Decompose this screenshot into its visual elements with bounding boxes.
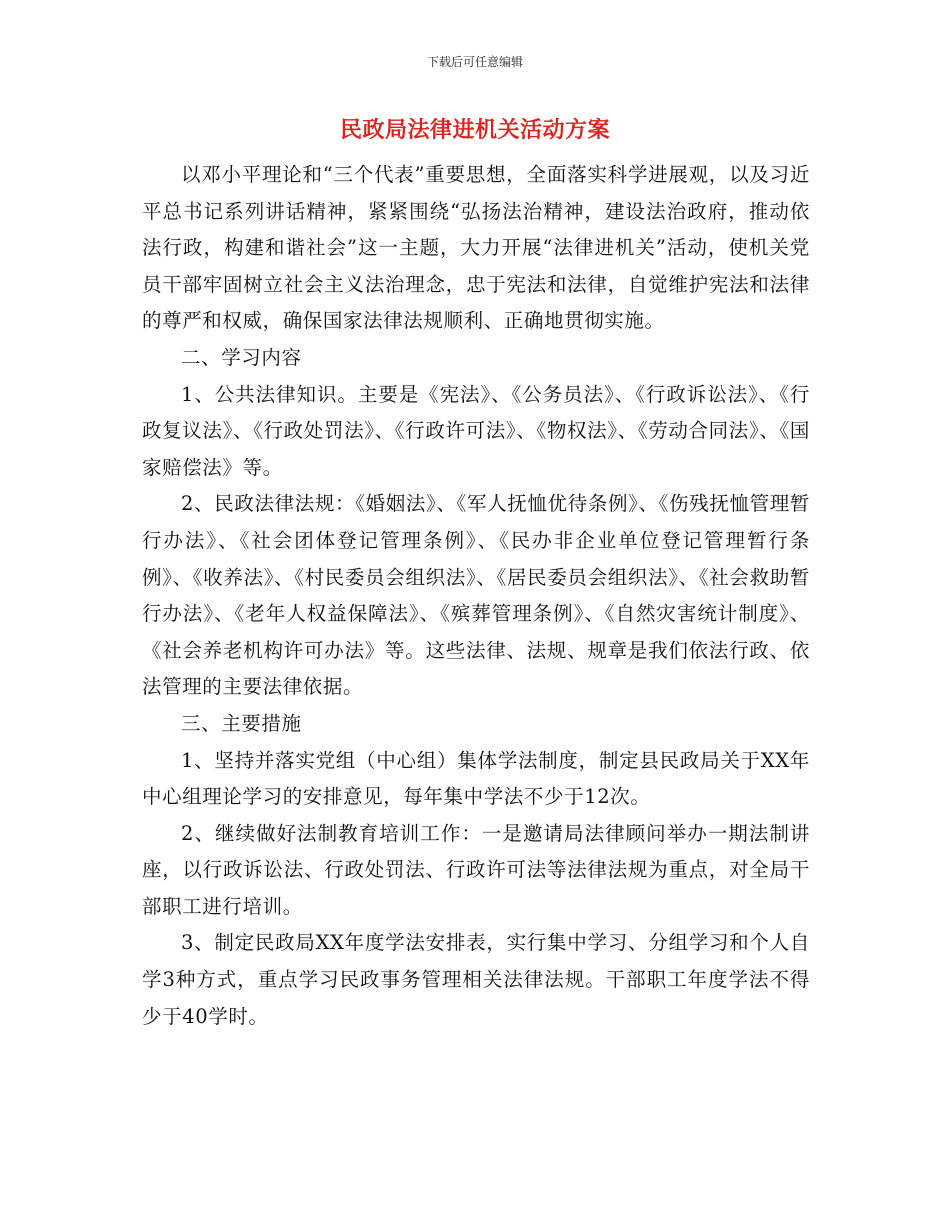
measure-item-1: 1、坚持并落实党组（中心组）集体学法制度，制定县民政局关于XX年中心组理论学习的安排意见，每年集中学法不少于12次。: [142, 748, 810, 809]
study-item-1: 1、公共法律知识。主要是《宪法》、《公务员法》、《行政诉讼法》、《行政复议法》、《行政处罚法》、《行政许可法》、《物权法》、《劳动合同法》、《国家赔偿法》等。: [142, 382, 810, 479]
header-note: 下载后可任意编辑: [426, 55, 523, 69]
section-heading-study-content: 二、学习内容: [181, 345, 302, 369]
measure-item-2: 2、继续做好法制教育培训工作：一是邀请局法律顾问举办一期法制讲座，以行政诉讼法、行政处罚法、行政许可法等法律法规为重点，对全局干部职工进行培训。: [142, 821, 810, 918]
document-body: [142, 157, 810, 1035]
study-item-2: 2、民政法律法规：《婚姻法》、《军人抚恤优待条例》、《伤残抚恤管理暂行办法》、《社会团体登记管理条例》、《民办非企业单位登记管理暂行条例》、《收养法》、《村民委员会组织法》、《居民委员会组织法》、《社会救助暂行办法》、《老年人权益保障法》、《殡葬管理条例》、《自然灾害统计制度》、《社会养老机构许可办法》等。这些法律、法规、规章是我们依法行政、依法管理的主要法律依据。: [142, 492, 810, 699]
section-heading-main-measures: 三、主要措施: [181, 711, 302, 735]
measure-item-3: 3、制定民政局XX年度学法安排表，实行集中学习、分组学习和个人自学3种方式，重点学习民政事务管理相关法律法规。干部职工年度学法不得少于40学时。: [142, 931, 810, 1028]
document-title: 民政局法律进机关活动方案: [339, 118, 610, 143]
intro-paragraph: 以邓小平理论和“三个代表”重要思想，全面落实科学进展观，以及习近平总书记系列讲话精神，紧紧围绕“弘扬法治精神，建设法治政府，推动依法行政，构建和谐社会”这一主题，大力开展“法律进机关”活动，使机关党员干部牢固树立社会主义法治理念，忠于宪法和法律，自觉维护宪法和法律的尊严和权威，确保国家法律法规顺利、正确地贯彻实施。: [142, 163, 810, 333]
